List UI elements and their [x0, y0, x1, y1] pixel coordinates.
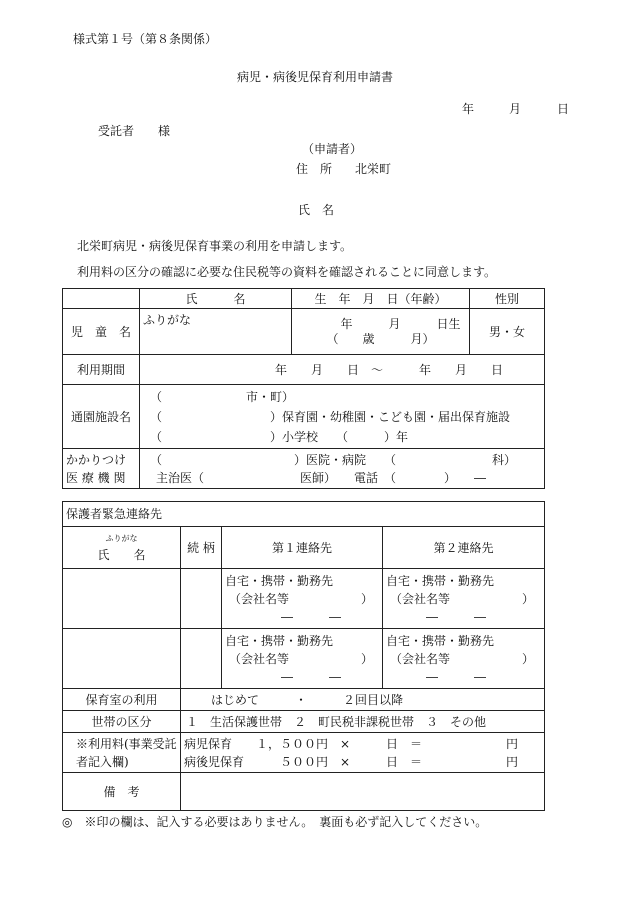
fee-label-line1: ※利用料(事業受託: [76, 736, 177, 751]
statement-consent: 利用料の区分の確認に必要な住民税等の資料を確認されることに同意します。: [77, 265, 497, 279]
applicant-label: （申請者）: [302, 142, 363, 156]
footer-note: ◎ ※印の欄は、記入する必要はありません。 裏面も必ず記入してください。: [62, 815, 488, 829]
child-name-label: 児 童 名: [63, 309, 140, 355]
name-label: 氏 名: [298, 203, 335, 217]
birthdate-age: （ 歳 月）: [326, 332, 435, 346]
fee-field[interactable]: [181, 733, 545, 773]
facility-school: （ ）小学校 （ ）年: [150, 429, 409, 444]
guardian1-relation[interactable]: [181, 569, 222, 629]
fee-sick-child: 病児保育 １，５００円 × 日 ＝ 円: [184, 736, 519, 751]
contact1-header: 第１連絡先: [222, 527, 383, 569]
fee-recovering-child: 病後児保育 ５００円 × 日 ＝ 円: [184, 754, 519, 769]
contact-company: （会社名等 ）: [390, 651, 535, 666]
clinic-doctor-phone: 主治医（ 医師） 電話 （ ） ―: [156, 470, 487, 485]
clinic-label: [63, 449, 140, 489]
header-birthdate: 生 年 月 日（年齢）: [292, 289, 470, 309]
sex-choice[interactable]: 男・女: [470, 309, 545, 355]
guardian1-name[interactable]: [63, 569, 181, 629]
guardian-furigana-label: ふりがな: [105, 533, 138, 543]
guardian2-name[interactable]: [63, 629, 181, 689]
facility-nursery: （ ）保育園・幼稚園・こども園・届出保育施設: [150, 409, 511, 424]
child-furigana[interactable]: ふりがな: [140, 309, 292, 355]
usage-period-label: 利用期間: [63, 355, 140, 385]
guardian-section-title: 保護者緊急連絡先: [63, 502, 545, 527]
contact-phone: ― ―: [426, 609, 487, 624]
guardian1-contact2[interactable]: [383, 569, 545, 629]
contact-type: 自宅・携帯・勤務先: [225, 633, 334, 648]
birthdate-date: 年 月 日生: [340, 317, 461, 331]
facility-label: 通園施設名: [63, 385, 140, 449]
contact-company: （会社名等 ）: [229, 651, 374, 666]
contact-phone: ― ―: [426, 669, 487, 684]
household-choice[interactable]: １ 生活保護世帯 ２ 町民税非課税世帯 ３ その他: [181, 711, 545, 733]
remarks-field[interactable]: [181, 773, 545, 811]
header-child-name: 氏 名: [140, 289, 292, 309]
contact-type: 自宅・携帯・勤務先: [225, 573, 334, 588]
birthdate-field[interactable]: [292, 309, 470, 355]
form-number: 様式第１号（第８条関係）: [73, 32, 218, 46]
contact-type: 自宅・携帯・勤務先: [386, 633, 495, 648]
clinic-hospital: （ ）医院・病院 （ 科）: [150, 452, 517, 467]
addressee: 受託者 様: [98, 124, 171, 138]
guardian-name-label: 氏 名: [97, 547, 146, 562]
household-label: 世帯の区分: [63, 711, 181, 733]
date-month-label: 月: [509, 102, 522, 116]
facility-field[interactable]: [140, 385, 545, 449]
guardian1-contact1[interactable]: [222, 569, 383, 629]
relation-header: 続 柄: [181, 527, 222, 569]
contact-company: （会社名等 ）: [390, 591, 535, 606]
child-info-table: [62, 288, 545, 489]
statement-apply: 北栄町病児・病後児保育事業の利用を申請します。: [77, 239, 353, 253]
guardian2-relation[interactable]: [181, 629, 222, 689]
contact-type: 自宅・携帯・勤務先: [386, 573, 495, 588]
guardian-name-header: [63, 527, 181, 569]
header-sex: 性別: [470, 289, 545, 309]
facility-city: （ 市・町）: [150, 389, 295, 404]
remarks-label: 備 考: [63, 773, 181, 811]
address-label: 住 所: [296, 162, 333, 176]
usage-period-value[interactable]: 年 月 日 ～ 年 月 日: [140, 355, 545, 385]
date-day-label: 日: [557, 102, 570, 116]
contact-phone: ― ―: [281, 669, 342, 684]
address-value: 北栄町: [355, 162, 392, 176]
contact-phone: ― ―: [281, 609, 342, 624]
contact-company: （会社名等 ）: [229, 591, 374, 606]
fee-label-line2: 者記入欄): [76, 754, 129, 769]
nursery-use-label: 保育室の利用: [63, 689, 181, 711]
nursery-use-choice[interactable]: はじめて ・ ２回目以降: [181, 689, 545, 711]
guardian-table: [62, 501, 545, 811]
date-year-label: 年: [462, 102, 475, 116]
page-title: 病児・病後児保育利用申請書: [237, 70, 394, 84]
clinic-label-line2: 医 療 機 関: [66, 470, 126, 485]
fee-label: [63, 733, 181, 773]
clinic-label-line1: かかりつけ: [66, 452, 127, 467]
clinic-field[interactable]: [140, 449, 545, 489]
guardian2-contact2[interactable]: [383, 629, 545, 689]
guardian2-contact1[interactable]: [222, 629, 383, 689]
contact2-header: 第２連絡先: [383, 527, 545, 569]
